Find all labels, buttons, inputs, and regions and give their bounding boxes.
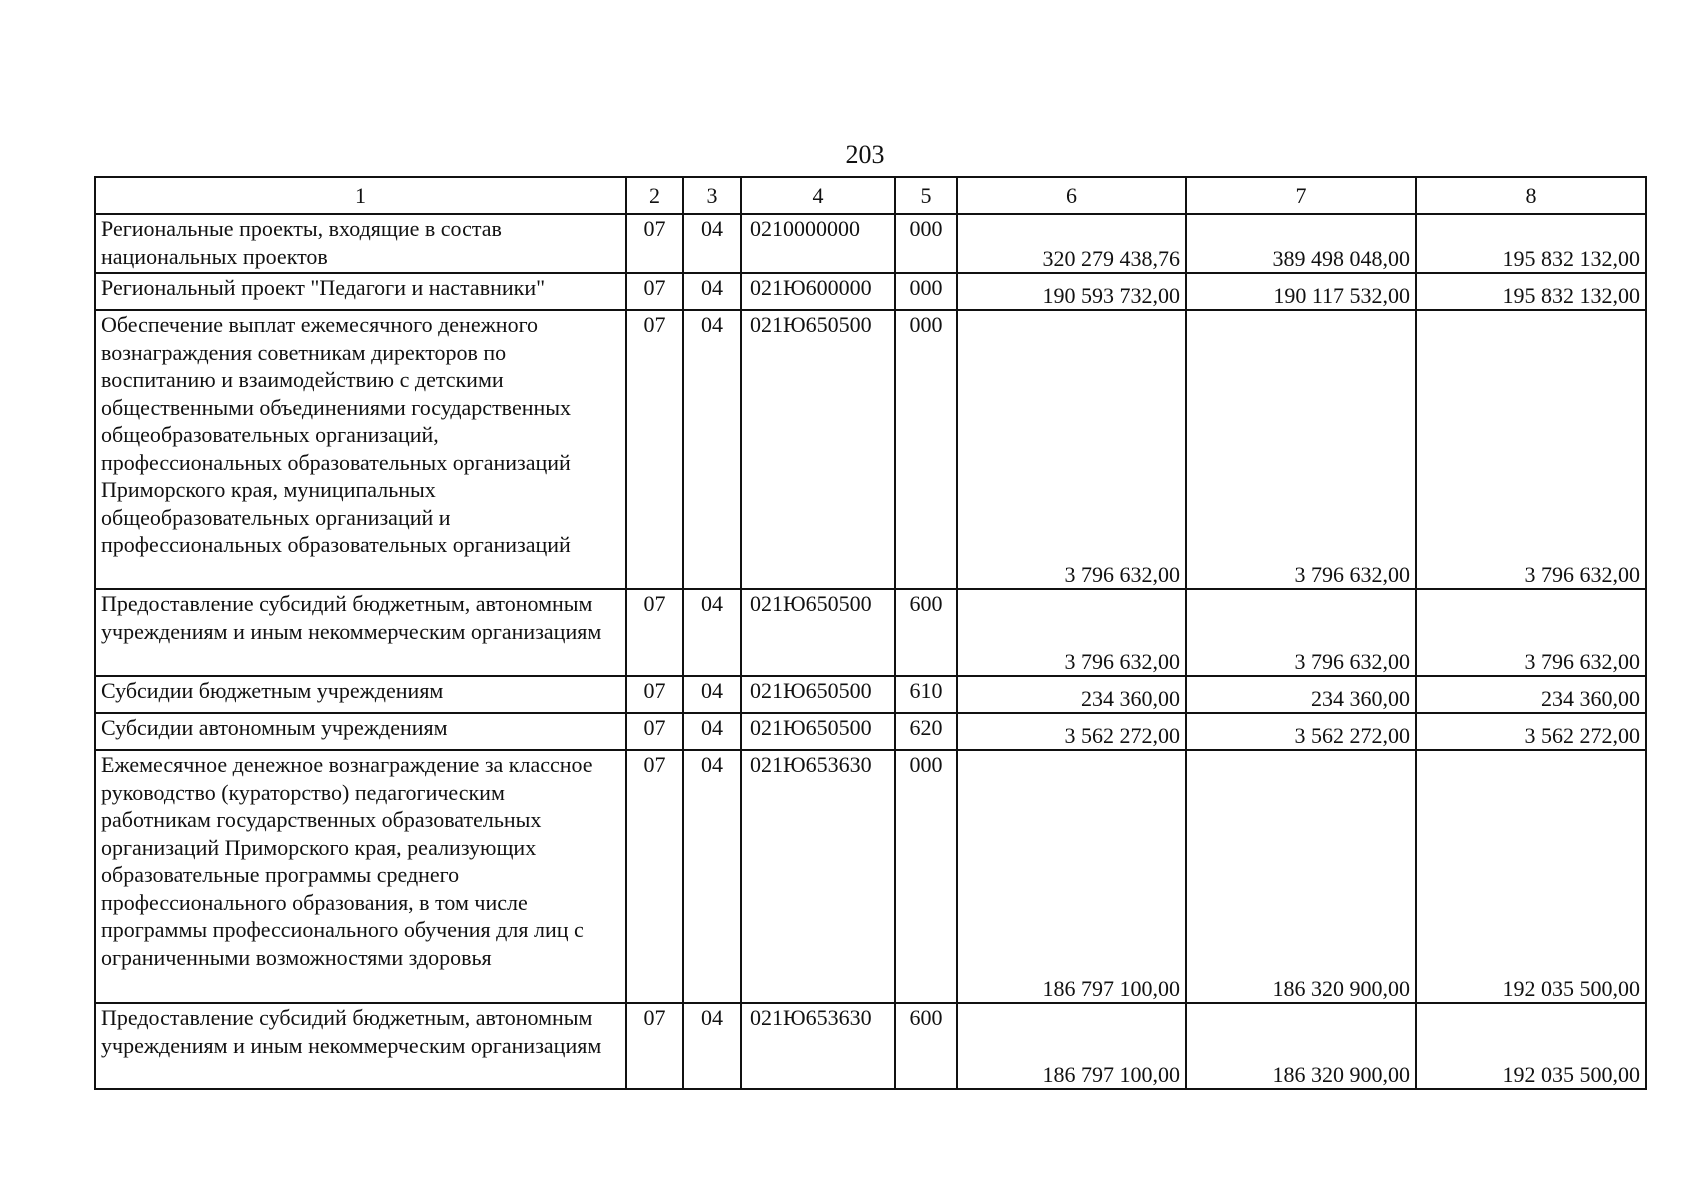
row-expense-type-code: 600 [895,1003,957,1089]
table-row [95,713,1646,750]
row-expense-type-code: 600 [895,589,957,676]
row-target-item-code: 021Ю653630 [741,750,895,1003]
row-amount-col8: 192 035 500,00 [1416,750,1646,1003]
row-subsection-code: 04 [683,713,741,750]
row-section-code: 07 [626,676,683,713]
row-amount-col6: 320 279 438,76 [957,214,1186,273]
row-name: Ежемесячное денежное вознаграждение за классное руководство (кураторство) педагогическим работникам государственных образовательных организаций Приморского края, реализующих образовательные программы среднего профессионального образования, в том числе программы профессионального обучения для лиц с ограниченными возможностями здоровья [95,750,626,1003]
row-subsection-code: 04 [683,676,741,713]
row-amount-col7: 190 117 532,00 [1186,273,1416,310]
row-amount-col8: 3 562 272,00 [1416,713,1646,750]
row-name: Субсидии автономным учреждениям [95,713,626,750]
row-expense-type-code: 000 [895,273,957,310]
row-amount-col7: 186 320 900,00 [1186,750,1416,1003]
row-section-code: 07 [626,273,683,310]
row-amount-col6: 3 562 272,00 [957,713,1186,750]
row-subsection-code: 04 [683,273,741,310]
row-target-item-code: 021Ю650500 [741,310,895,589]
row-section-code: 07 [626,589,683,676]
row-amount-col7: 389 498 048,00 [1186,214,1416,273]
row-section-code: 07 [626,310,683,589]
column-header: 5 [895,177,957,214]
row-expense-type-code: 610 [895,676,957,713]
row-amount-col7: 3 562 272,00 [1186,713,1416,750]
row-target-item-code: 021Ю653630 [741,1003,895,1089]
row-name: Предоставление субсидий бюджетным, автономным учреждениям и иным некоммерческим организациям [95,1003,626,1089]
row-amount-col7: 234 360,00 [1186,676,1416,713]
table-row [95,750,1646,1003]
table-header-row [95,177,1646,214]
row-name: Субсидии бюджетным учреждениям [95,676,626,713]
row-subsection-code: 04 [683,589,741,676]
row-section-code: 07 [626,214,683,273]
row-name: Региональные проекты, входящие в состав национальных проектов [95,214,626,273]
table-row [95,1003,1646,1089]
row-amount-col6: 190 593 732,00 [957,273,1186,310]
row-expense-type-code: 000 [895,214,957,273]
row-subsection-code: 04 [683,214,741,273]
page-number: 203 [845,140,885,169]
table-row [95,589,1646,676]
row-expense-type-code: 000 [895,310,957,589]
row-target-item-code: 021Ю650500 [741,676,895,713]
row-name: Предоставление субсидий бюджетным, автономным учреждениям и иным некоммерческим организациям [95,589,626,676]
row-amount-col8: 192 035 500,00 [1416,1003,1646,1089]
column-header: 4 [741,177,895,214]
row-target-item-code: 021Ю650500 [741,589,895,676]
table-row [95,273,1646,310]
row-amount-col6: 234 360,00 [957,676,1186,713]
table-row [95,676,1646,713]
row-amount-col6: 186 797 100,00 [957,1003,1186,1089]
row-amount-col6: 186 797 100,00 [957,750,1186,1003]
row-section-code: 07 [626,1003,683,1089]
row-name: Региональный проект "Педагоги и наставники" [95,273,626,310]
row-name: Обеспечение выплат ежемесячного денежного вознаграждения советникам директоров по воспитанию и взаимодействию с детскими общественными объединениями государственных общеобразовательных организаций, профессиональных образовательных организаций Приморского края, муниципальных общеобразовательных организаций и профессиональных образовательных организаций [95,310,626,589]
row-section-code: 07 [626,750,683,1003]
row-amount-col8: 195 832 132,00 [1416,214,1646,273]
row-target-item-code: 0210000000 [741,214,895,273]
row-amount-col7: 3 796 632,00 [1186,310,1416,589]
row-amount-col8: 3 796 632,00 [1416,589,1646,676]
row-expense-type-code: 000 [895,750,957,1003]
row-section-code: 07 [626,713,683,750]
column-header: 1 [95,177,626,214]
row-amount-col7: 186 320 900,00 [1186,1003,1416,1089]
row-amount-col6: 3 796 632,00 [957,310,1186,589]
row-subsection-code: 04 [683,1003,741,1089]
row-target-item-code: 021Ю650500 [741,713,895,750]
row-target-item-code: 021Ю600000 [741,273,895,310]
row-amount-col8: 234 360,00 [1416,676,1646,713]
row-amount-col8: 3 796 632,00 [1416,310,1646,589]
row-subsection-code: 04 [683,750,741,1003]
table-row [95,214,1646,273]
budget-table [94,176,1647,1090]
row-amount-col7: 3 796 632,00 [1186,589,1416,676]
column-header: 6 [957,177,1186,214]
row-amount-col6: 3 796 632,00 [957,589,1186,676]
row-expense-type-code: 620 [895,713,957,750]
column-header: 7 [1186,177,1416,214]
table-row [95,310,1646,589]
row-amount-col8: 195 832 132,00 [1416,273,1646,310]
column-header: 2 [626,177,683,214]
column-header: 3 [683,177,741,214]
column-header: 8 [1416,177,1646,214]
row-subsection-code: 04 [683,310,741,589]
